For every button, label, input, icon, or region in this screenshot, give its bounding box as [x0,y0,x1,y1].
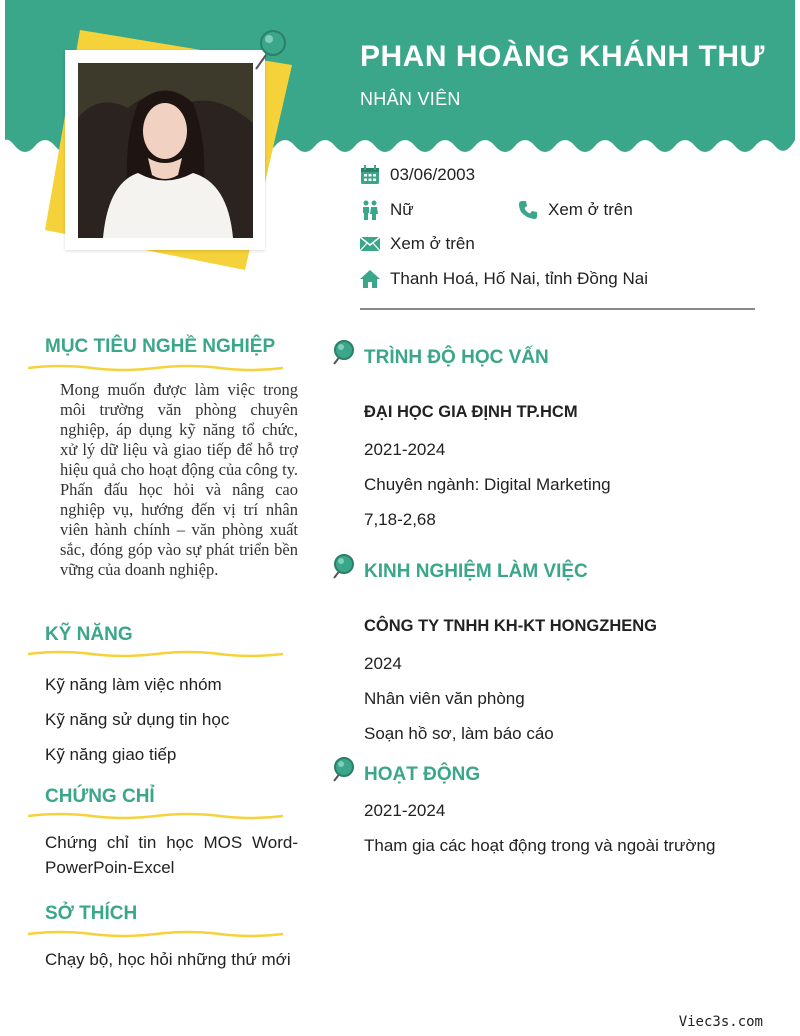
education-period: 2021-2024 [364,440,446,459]
candidate-role: NHÂN VIÊN [360,89,461,109]
pushpin-icon [328,338,356,366]
experience-position: Nhân viên văn phòng [364,689,525,708]
phone-row [518,200,633,220]
email-row [360,234,475,254]
certificates-underline [28,810,283,822]
skill-item: Kỹ năng giao tiếp [45,745,177,764]
envelope-icon [360,234,380,254]
objective-text: Mong muốn được làm việc trong môi trường văn phòng chuyên nghiệp, áp dụng kỹ năng tổ chức, xử lý dữ liệu và giao tiếp để hỗ trợ hiệu quả cho hoạt động của công ty. Phấn đấu học hỏi và nâng cao nghiệp vụ, hướng đến vị trí nhân viên hành chính – văn phòng xuất sắc, đóng góp vào sự phát triển bền vững của doanh nghiệp. [60,380,298,579]
objective-underline [28,362,283,374]
experience-company: CÔNG TY TNHH KH-KT HONGZHENG [364,617,658,635]
birthday-row [360,165,475,185]
activities-title: HOẠT ĐỘNG [364,764,481,785]
address-row [360,269,648,289]
candidate-name: PHAN HOÀNG KHÁNH THƯ [360,40,765,73]
gender-row [360,200,414,220]
certificates-title: CHỨNG CHỈ [45,786,155,807]
pushpin-icon [248,25,290,73]
education-gpa: 7,18-2,68 [364,510,436,529]
address-value: Thanh Hoá, Hố Nai, tỉnh Đồng Nai [390,269,648,288]
pushpin-icon [328,755,356,783]
skills-underline [28,648,283,660]
pushpin-icon [328,552,356,580]
home-icon [360,269,380,289]
hobbies-underline [28,928,283,940]
skill-item: Kỹ năng làm việc nhóm [45,675,222,694]
people-icon [360,200,380,220]
activities-period: 2021-2024 [364,801,446,820]
profile-photo [78,63,253,238]
hobbies-title: SỞ THÍCH [45,903,138,924]
photo-frame [65,50,265,250]
footer-brand: Viec3s.com [678,1014,763,1030]
objective-title: MỤC TIÊU NGHỀ NGHIỆP [45,336,276,357]
phone-icon [518,200,538,220]
email-value: Xem ở trên [390,234,475,253]
skills-title: KỸ NĂNG [45,624,133,645]
education-major: Chuyên ngành: Digital Marketing [364,475,611,494]
skill-item: Kỹ năng sử dụng tin học [45,710,230,729]
education-school: ĐẠI HỌC GIA ĐỊNH TP.HCM [364,403,578,421]
experience-task: Soạn hồ sơ, làm báo cáo [364,724,554,743]
experience-title: KINH NGHIỆM LÀM VIỆC [364,561,588,582]
calendar-icon [360,165,380,185]
birthday-value: 03/06/2003 [390,165,476,184]
certificate-text: Chứng chỉ tin học MOS Word-PowerPoin-Excel [45,833,298,877]
hobbies-text: Chạy bộ, học hỏi những thứ mới [45,950,291,969]
activities-text: Tham gia các hoạt động trong và ngoài trường [364,836,716,855]
education-title: TRÌNH ĐỘ HỌC VẤN [364,347,549,368]
phone-value: Xem ở trên [548,200,633,219]
contact-divider [360,308,755,310]
gender-value: Nữ [390,200,414,219]
experience-year: 2024 [364,654,402,673]
